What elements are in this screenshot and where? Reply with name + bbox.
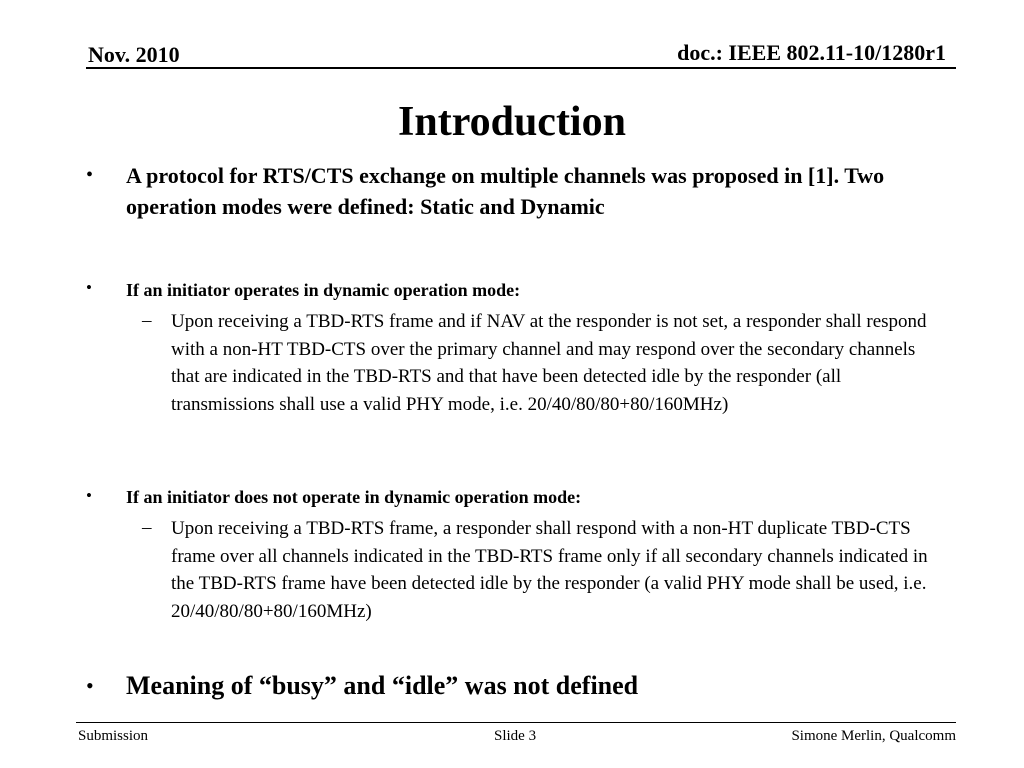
bullet-2-text: If an initiator operates in dynamic operation mode:	[126, 280, 521, 300]
header-divider	[86, 67, 956, 69]
bullet-marker: •	[86, 673, 94, 698]
footer-slide-number: Slide 3	[494, 728, 537, 744]
sub-bullet-marker: –	[142, 517, 152, 538]
sub-bullet-marker: –	[142, 310, 152, 331]
sub-bullet-3-text: Upon receiving a TBD-RTS frame, a responder shall respond with a non-HT duplicate TBD-CTS frame over all channels indicated in the TBD-RTS frame only if all secondary channels indicated in the TBD-RTS frame have been detected idle by the responder (a valid PHY mode shall be used, i.e. 20/40/80/80+80/160MHz)	[171, 518, 928, 622]
slide-title: Introduction	[398, 99, 626, 145]
header-date: Nov. 2010	[88, 42, 180, 67]
bullet-marker: •	[86, 164, 94, 186]
bullet-4-text: Meaning of “busy” and “idle” was not defined	[126, 671, 639, 700]
footer-divider	[76, 722, 956, 723]
bullet-marker: •	[86, 278, 92, 297]
sub-bullet-2-text: Upon receiving a TBD-RTS frame and if NAV at the responder is not set, a responder shall respond with a non-HT TBD-CTS over the primary channel and may respond over the secondary channels that are indicated in the TBD-RTS and that have been detected idle by the responder (all transmissions shall use a valid PHY mode, i.e. 20/40/80/80+80/160MHz)	[171, 311, 927, 415]
bullet-3-text: If an initiator does not operate in dynamic operation mode:	[126, 487, 582, 507]
bullet-marker: •	[86, 486, 92, 505]
header-doc-id: doc.: IEEE 802.11-10/1280r1	[677, 40, 946, 65]
bullet-1-text: A protocol for RTS/CTS exchange on multiple channels was proposed in [1]. Two operation modes were defined: Static and Dynamic	[126, 163, 885, 219]
footer-submission: Submission	[78, 728, 149, 744]
footer-author: Simone Merlin, Qualcomm	[791, 728, 956, 744]
